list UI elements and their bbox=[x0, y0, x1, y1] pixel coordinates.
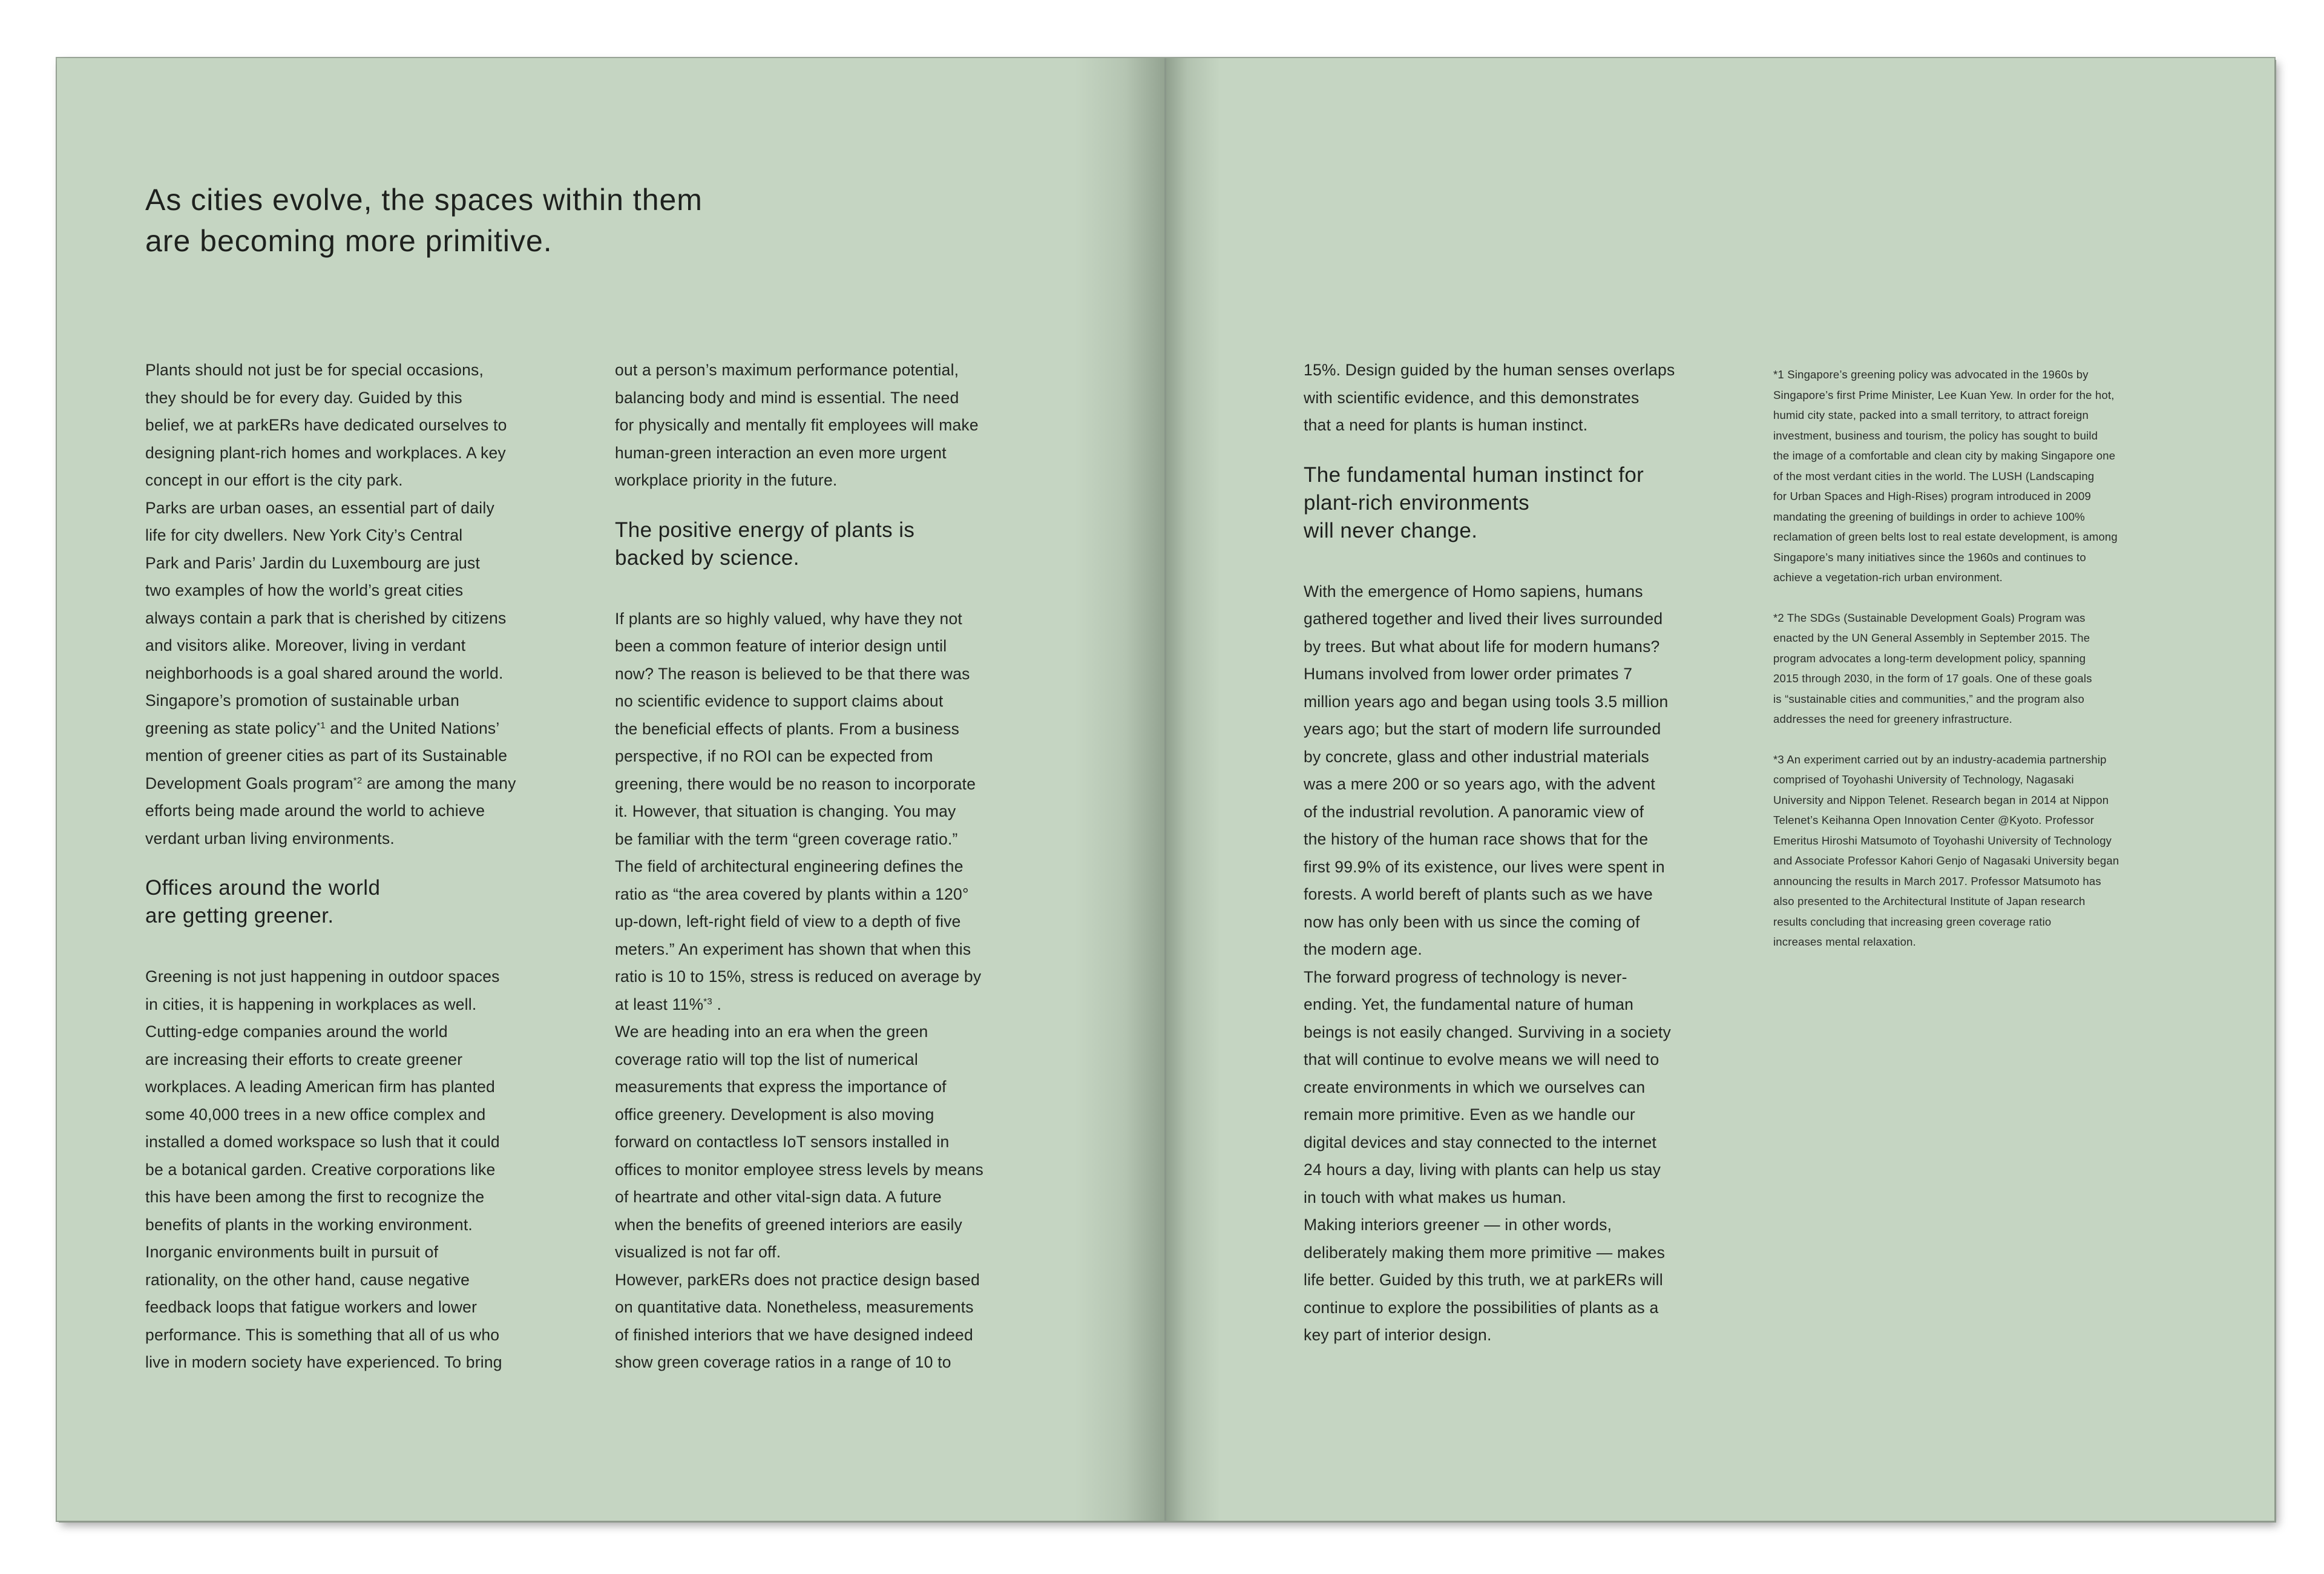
right-column-1 bbox=[1304, 357, 1739, 1349]
footnotes bbox=[1773, 364, 2209, 972]
footnote-ref: *3 bbox=[703, 996, 712, 1007]
spread-title: As cities evolve, the spaces within them are becoming more primitive. bbox=[145, 183, 703, 258]
body-text: If plants are so highly valued, why have they not been a common feature of interior design until now? The reason is believed to be that there was no scientific evidence to support claims about the beneficial effects of plants. From a business perspective, if no ROI can be expected from greening, there would be no reason to incorporate it. However, that situation is changing. You may be familiar with the term “green coverage ratio.” The field of architectural engineering defines the ratio as “the area covered by plants within a 120° up-down, left-right field of view to a depth of five meters.” An experiment has shown that when this ratio is 10 to 15%, stress is reduced on average by at least 11%$^{*3}$ . We are heading into an era when the green coverage ratio will top the list of numerical measurements that express the importance of office greenery. Development is also moving forward on contactless IoT sensors installed in offices to monitor employee stress levels by means of heartrate and other vital-sign data. A future when the benefits of greened interiors are easily visualized is not far off. However, parkERs does not practice design based on quantitative data. Nonetheless, measurements of finished interiors that we have designed indeed show green coverage ratios in a range of 10 to bbox=[615, 609, 983, 1371]
footnote-ref: *2 bbox=[353, 775, 363, 786]
body-text: out a person’s maximum performance potential, balancing body and mind is essential. The need for physically and mentally fit employees will make human-green interaction an even more urgent workplace priority in the future. bbox=[615, 361, 979, 489]
gutter-shadow-left bbox=[1075, 58, 1166, 1521]
footnote-1: *1 Singapore’s greening policy was advocated in the 1960s by Singapore’s first Prime Minister, Lee Kuan Yew. In order for the hot, humid city state, packed into a small territory, to attract foreign investment, business and tourism, the policy has sought to build the image of a comfortable and clean city by making Singapore one of the most verdant cities in the world. The LUSH (Landscaping for Urban Spaces and High-Rises) program introduced in 2009 mandating the greening of buildings in order to achieve 100% reclamation of green belts lost to real estate development, is among Singapore’s many initiatives since the 1960s and continues to achieve a vegetation-rich urban environment. bbox=[1773, 368, 2118, 584]
magazine-spread bbox=[57, 58, 2274, 1521]
body-text: With the emergence of Homo sapiens, humans gathered together and lived their lives surrounded by trees. But what about life for modern humans? Humans involved from lower order primates 7 million years ago and began using tools 3.5 million years ago; but the start of modern life surrounded by concrete, glass and other industrial materials was a mere 200 or so years ago, with the advent of the industrial revolution. A panoramic view of the history of the human race shows that for the first 99.9% of its existence, our lives were spent in forests. A world bereft of plants such as we have now has only been with us since the coming of the modern age. The forward progress of technology is never- ending. Yet, the fundamental nature of human beings is not easily changed. Surviving in a society that will continue to evolve means we will need to create environments in which we ourselves can remain more primitive. Even as we handle our digital devices and stay connected to the internet 24 hours a day, living with plants can help us stay in touch with what makes us human. Making interiors greener — in other words, deliberately making them more primitive — makes life better. Guided by this truth, we at parkERs will continue to explore the possibilities of plants as a key part of interior design. bbox=[1304, 582, 1671, 1344]
footnote-ref: *1 bbox=[317, 720, 326, 731]
left-page bbox=[57, 58, 1166, 1521]
footnote-3: *3 An experiment carried out by an industry-academia partnership comprised of Toyohashi University of Technology, Nagasaki University and Nippon Telenet. Research began in 2014 at Nippon Telenet’s Keihanna Open Innovation Center @Kyoto. Professor Emeritus Hiroshi Matsumoto of Toyohashi University of Technology and Associate Professor Kahori Genjo of Nagasaki University began announcing the results in March 2017. Professor Matsumoto has also presented to the Architectural Institute of Japan research results concluding that increasing green coverage ratio increases mental relaxation. bbox=[1773, 752, 2119, 948]
section-heading: The fundamental human instinct for plant-rich environments will never change. bbox=[1304, 463, 1644, 542]
body-text: Plants should not just be for special occasions, they should be for every day. Guided by this belief, we at parkERs have dedicated ourselves to designing plant-rich homes and workplaces. A key concept in our effort is the city park. Parks are urban oases, an essential part of daily life for city dwellers. New York City’s Central Park and Paris’ Jardin du Luxembourg are just two examples of how the world’s great cities always contain a park that is cherished by citizens and visitors alike. Moreover, living in verdant neighborhoods is a goal shared around the world. Singapore’s promotion of sustainable urban greening as state policy$^{*1}$ and the United Nations’ mention of greener cities as part of its Sustainable Development Goals program$^{*2}$ are among the many efforts being made around the world to achieve verdant urban living environments. bbox=[145, 361, 516, 848]
right-page bbox=[1166, 58, 2274, 1521]
left-column-1 bbox=[145, 357, 581, 1377]
body-text: Greening is not just happening in outdoor spaces in cities, it is happening in workplaces as well. Cutting-edge companies around the world are increasing their efforts to create greener workplaces. A leading American firm has planted some 40,000 trees in a new office complex and installed a domed workspace so lush that it could be a botanical garden. Creative corporations like this have been among the first to recognize the benefits of plants in the working environment. Inorganic environments built in pursuit of rationality, on the other hand, cause negative feedback loops that fatigue workers and lower performance. This is something that all of us who live in modern society have experienced. To bring bbox=[145, 967, 502, 1371]
spine-gutter bbox=[1164, 58, 1166, 1521]
left-column-2 bbox=[615, 357, 1051, 1377]
section-heading: The positive energy of plants is backed by science. bbox=[615, 518, 915, 570]
section-heading: Offices around the world are getting greener. bbox=[145, 876, 381, 927]
body-text: 15%. Design guided by the human senses overlaps with scientific evidence, and this demonstrates that a need for plants is human instinct. bbox=[1304, 361, 1675, 434]
gutter-shadow-right bbox=[1166, 58, 1220, 1521]
footnote-2: *2 The SDGs (Sustainable Development Goals) Program was enacted by the UN General Assembly in September 2015. The program advocates a long-term development policy, spanning 2015 through 2030, in the form of 17 goals. One of these goals is “sustainable cities and communities,” and the program also addresses the need for greenery infrastructure. bbox=[1773, 611, 2092, 725]
